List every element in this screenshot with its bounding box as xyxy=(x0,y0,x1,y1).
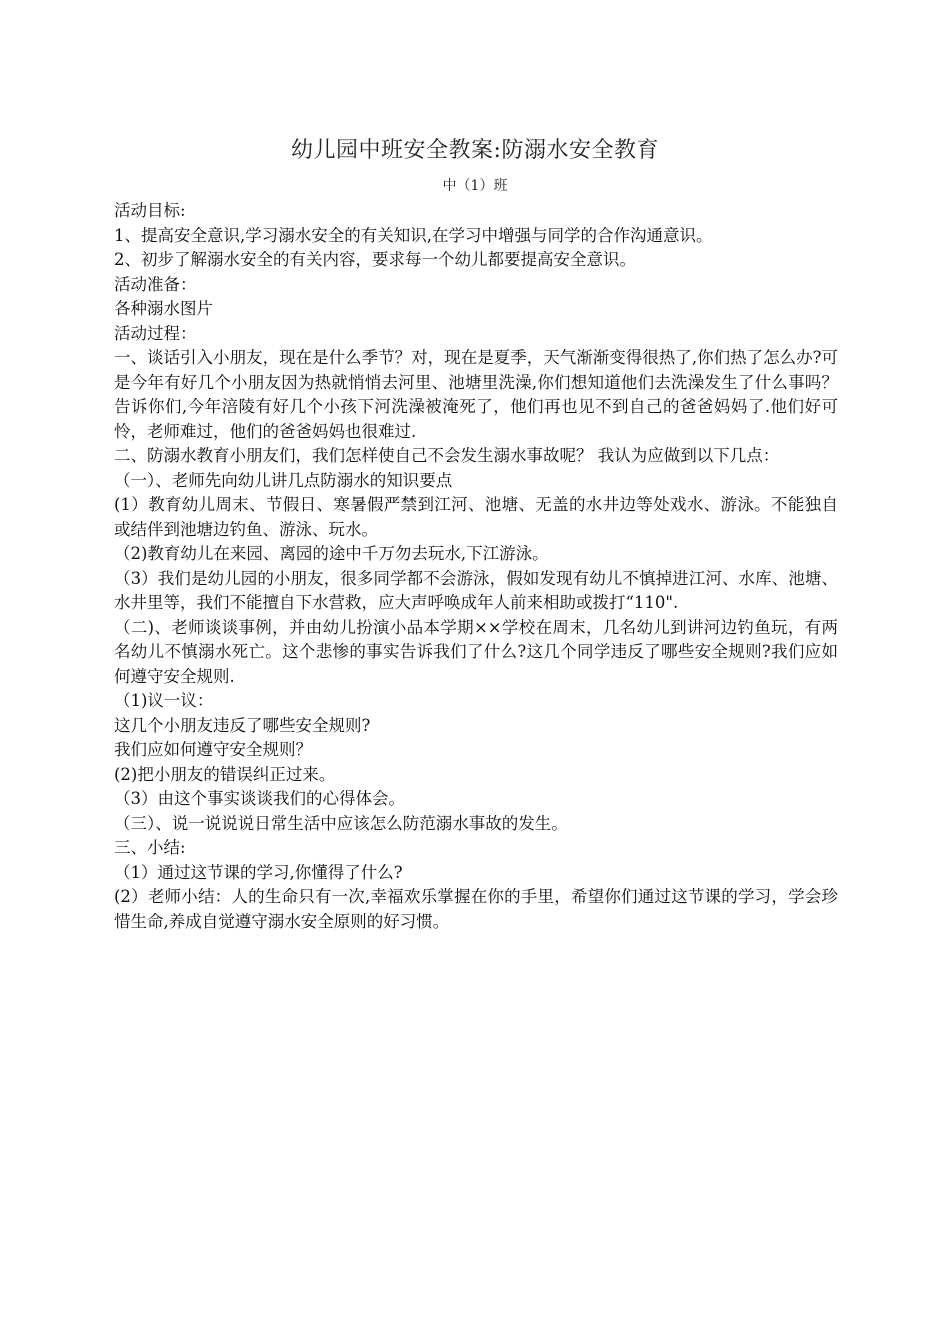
paragraph-point-2: （2)教育幼儿在来园、离园的途中千万勿去玩水,下江游泳。 xyxy=(114,544,549,563)
paragraph-preparation-heading: 活动准备： xyxy=(114,274,197,294)
paragraph-objective-2: 2、初步了解溺水安全的有关内容，要求每一个幼儿都要提高安全意识。 xyxy=(114,250,636,269)
paragraph-discuss: （1)议一议： xyxy=(114,691,214,710)
paragraph-preparation-item: 各种溺水图片 xyxy=(114,299,213,318)
paragraph-objective-1: 1、提高安全意识,学习溺水安全的有关知识,在学习中增强与同学的合作沟通意识。 xyxy=(114,225,713,245)
paragraph-objectives-heading: 活动目标: xyxy=(114,201,186,220)
paragraph-section-3: （三）、说一说说说日常生活中应该怎么防范溺水事故的发生。 xyxy=(114,813,568,833)
paragraph-correct: (2)把小朋友的错误纠正过来。 xyxy=(114,764,336,784)
document-body xyxy=(114,199,838,934)
paragraph-reflect: （3）由这个事实谈谈我们的心得体会。 xyxy=(114,789,405,808)
paragraph-summary-2: (2）老师小结：人的生命只有一次,幸福欢乐掌握在你的手里，希望你们通过这节课的学习，学会珍惜生命,养成自觉遵守溺水安全原则的好习惯。 xyxy=(114,887,838,931)
paragraph-section-2: （二)、老师谈谈事例，并由幼儿扮演小品本学期××学校在周末，几名幼儿到讲河边钓鱼玩，有两名幼儿不慎溺水死亡。这个悲惨的事实告诉我们了什么?这几个同学违反了哪些安全规则?我们应如何遵守安全规则. xyxy=(114,617,838,686)
paragraph-summary-heading: 三、小结: xyxy=(114,838,186,857)
paragraph-point-3: （3）我们是幼儿园的小朋友，很多同学都不会游泳，假如发现有幼儿不慎掉进江河、水库、池塘、水井里等，我们不能擅自下水营救，应大声呼唤成年人前来相助或拨打“110". xyxy=(114,568,838,612)
paragraph-question-2: 我们应如何遵守安全规则？ xyxy=(114,740,312,759)
paragraph-intro-talk: 一、谈话引入小朋友，现在是什么季节？对，现在是夏季，天气渐渐变得很热了,你们热了怎么办?可是今年有好几个小朋友因为热就悄悄去河里、池塘里洗澡,你们想知道他们去洗澡发生了什么事吗？告诉你们,今年涪陵有好几个小孩下河洗澡被淹死了，他们再也见不到自己的爸爸妈妈了.他们好可怜，老师难过，他们的爸爸妈妈也很难过. xyxy=(114,348,838,441)
paragraph-point-1: (1）教育幼儿周末、节假日、寒暑假严禁到江河、池塘、无盖的水井边等处戏水、游泳。不能独自或结伴到池塘边钓鱼、游泳、玩水。 xyxy=(114,495,838,539)
paragraph-section-1: （一）、老师先向幼儿讲几点防溺水的知识要点 xyxy=(114,470,453,490)
document-subtitle: 中（1）班 xyxy=(442,178,508,194)
paragraph-process-heading: 活动过程： xyxy=(114,323,197,343)
document-title: 幼儿园中班安全教案:防溺水安全教育 xyxy=(291,138,659,163)
paragraph-summary-1: （1）通过这节课的学习,你懂得了什么? xyxy=(114,862,403,882)
paragraph-question-1: 这几个小朋友违反了哪些安全规则? xyxy=(114,715,371,735)
paragraph-education-section: 二、防溺水教育小朋友们，我们怎样使自己不会发生溺水事故呢？ 我认为应做到以下几点： xyxy=(114,446,780,465)
